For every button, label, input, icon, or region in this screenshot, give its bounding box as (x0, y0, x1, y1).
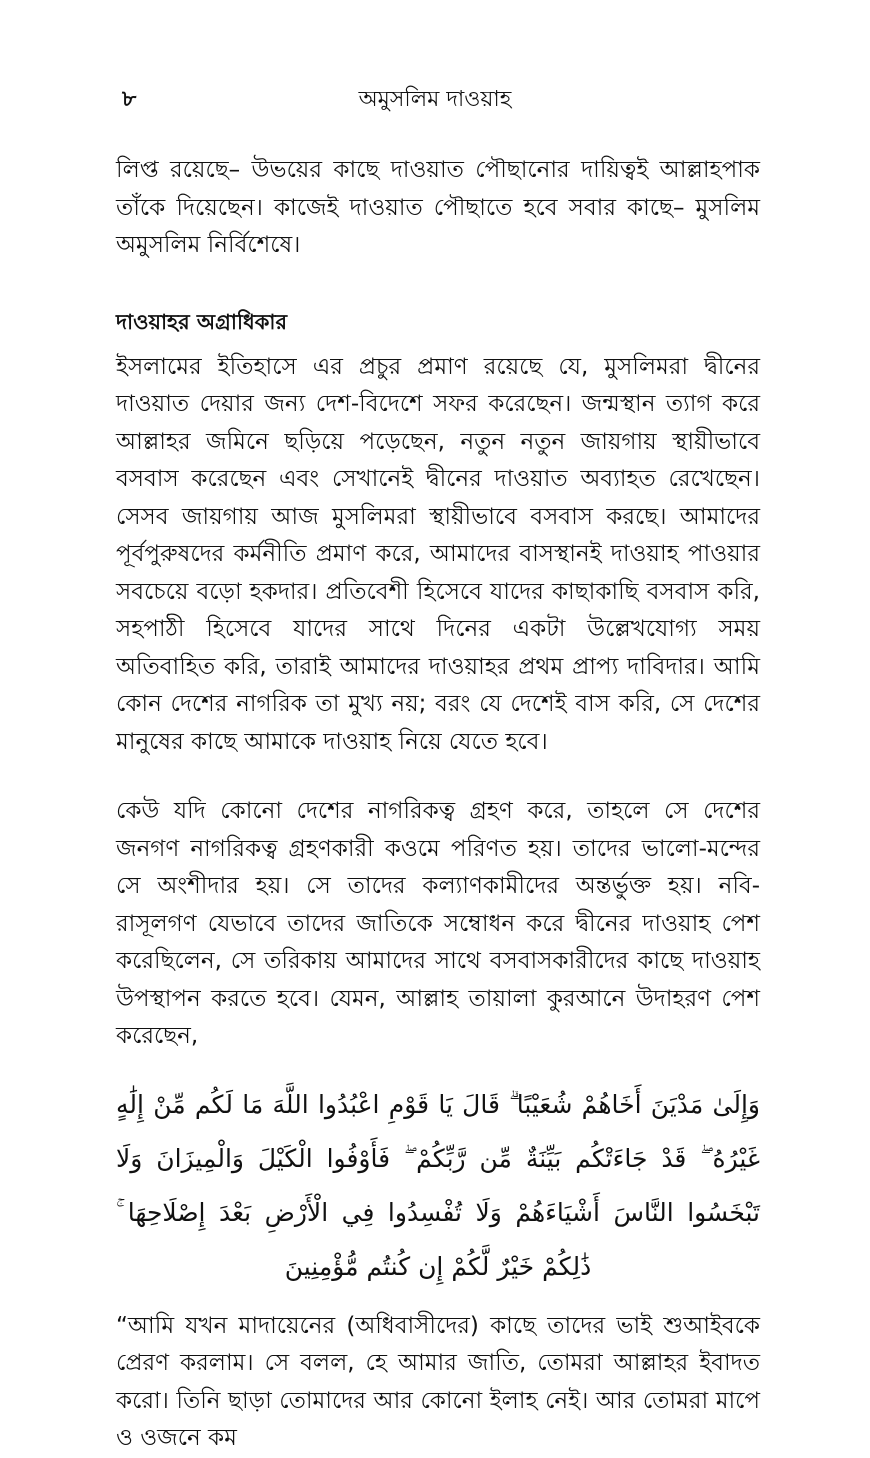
page-number: ৮ (122, 87, 137, 112)
page-header (0, 72, 870, 120)
paragraph-4: “আমি যখন মাদায়েনের (অধিবাসীদের) কাছে তাদের ভাই শুআইবকে প্রেরণ করলাম। সে বলল, হে আমার জাতি, তোমরা আল্লাহর ইবাদত করো। তিনি ছাড়া তোমাদের আর কোনো ইলাহ নেই। আর তোমরা মাপে ও ওজনে কম (116, 1312, 760, 1451)
paragraph-2: ইসলামের ইতিহাসে এর প্রচুর প্রমাণ রয়েছে যে, মুসলিমরা দ্বীনের দাওয়াত দেয়ার জন্য দেশ-বিদেশে সফর করেছেন। জন্মস্থান ত্যাগ করে আল্লাহর জমিনে ছড়িয়ে পড়েছেন, নতুন নতুন জায়গায় স্থায়ীভাবে বসবাস করেছেন এবং সেখানেই দ্বীনের দাওয়াত অব্যাহত রেখেছেন। সেসব জায়গায় আজ মুসলিমরা স্থায়ীভাবে বসবাস করছে। আমাদের পূর্বপুরুষদের কর্মনীতি প্রমাণ করে, আমাদের বাসস্থানই দাওয়াহ পাওয়ার সবচেয়ে বড়ো হকদার। প্রতিবেশী হিসেবে যাদের কাছাকাছি বসবাস করি, সহপাঠী হিসেবে যাদের সাথে দিনের একটা উল্লেখযোগ্য সময় অতিবাহিত করি, তারাই আমাদের দাওয়াহর প্রথম প্রাপ্য দাবিদার। আমি কোন দেশের নাগরিক তা মুখ্য নয়; বরং যে দেশেই বাস করি, সে দেশের মানুষের কাছে আমাকে দাওয়াহ নিয়ে যেতে হবে। (116, 353, 760, 755)
paragraph-1: লিপ্ত রয়েছে– উভয়ের কাছে দাওয়াত পৌছানোর দায়িত্বই আল্লাহপাক তাঁকে দিয়েছেন। কাজেই দাওয়াত পৌছাতে হবে সবার কাছে– মুসলিম অমুসলিম নির্বিশেষে। (116, 157, 760, 258)
section-heading: দাওয়াহর অগ্রাধিকার (116, 309, 288, 334)
arabic-verse: وَإِلَىٰ مَدْيَنَ أَخَاهُمْ شُعَيْبًا ۗ قَالَ يَا قَوْمِ اعْبُدُوا اللَّهَ مَا لَكُم مِّنْ إِلَٰهٍ غَيْرُهُ ۖ قَدْ جَاءَتْكُم بَيِّنَةٌ مِّن رَّبِّكُمْ ۖ فَأَوْفُوا الْكَيْلَ وَالْمِيزَانَ وَلَا تَبْخَسُوا النَّاسَ أَشْيَاءَهُمْ وَلَا تُفْسِدُوا فِي الْأَرْضِ بَعْدَ إِصْلَاحِهَا ۚ ذَٰلِكُمْ خَيْرٌ لَّكُمْ إِن كُنتُم مُّؤْمِنِينَ (116, 1089, 760, 1281)
page-body (116, 152, 760, 1458)
running-title: অমুসলিম দাওয়াহ (358, 87, 512, 112)
paragraph-3: কেউ যদি কোনো দেশের নাগরিকত্ব গ্রহণ করে, তাহলে সে দেশের জনগণ নাগরিকত্ব গ্রহণকারী কওমে পরিণত হয়। তাদের ভালো-মন্দের সে অংশীদার হয়। সে তাদের কল্যাণকামীদের অন্তর্ভুক্ত হয়। নবি-রাসূলগণ যেভাবে তাদের জাতিকে সম্বোধন করে দ্বীনের দাওয়াহ পেশ করেছিলেন, সে তরিকায় আমাদের সাথে বসবাসকারীদের কাছে দাওয়াহ উপস্থাপন করতে হবে। যেমন, আল্লাহ তায়ালা কুরআনে উদাহরণ পেশ করেছেন, (116, 798, 760, 1049)
